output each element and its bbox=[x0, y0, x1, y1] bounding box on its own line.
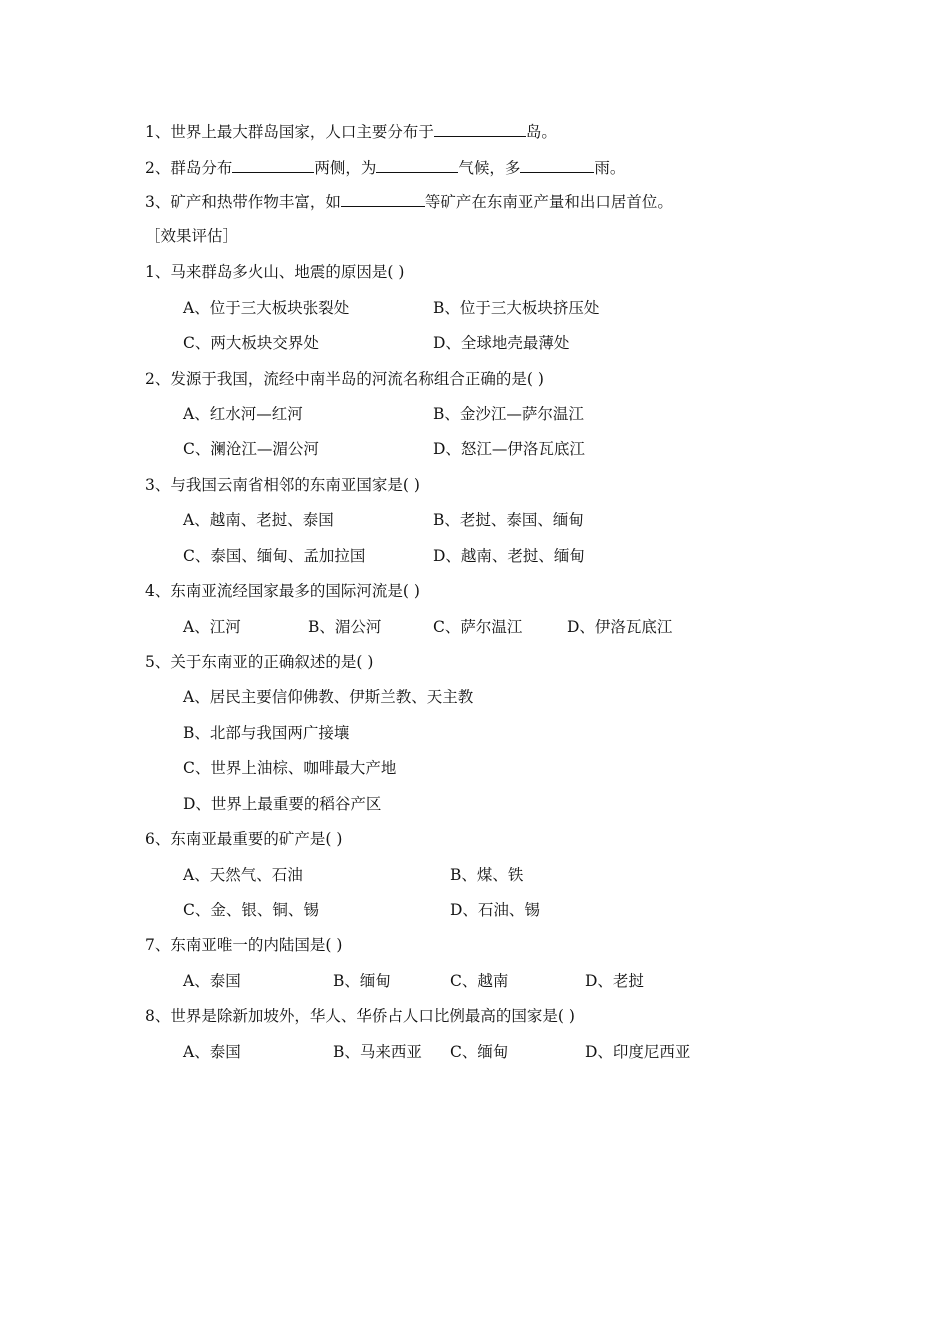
option-d: D、印度尼西亚 bbox=[585, 1043, 691, 1061]
fill-question-1-text: 1、世界上最大群岛国家，人口主要分布于 bbox=[145, 123, 434, 141]
answer-blank bbox=[520, 156, 594, 173]
fill-question-1-suffix: 岛。 bbox=[525, 123, 557, 141]
option-c: C、越南 bbox=[450, 972, 509, 990]
answer-blank bbox=[341, 190, 425, 207]
option-a: A、居民主要信仰佛教、伊斯兰教、天主教 bbox=[183, 688, 474, 706]
answer-blank bbox=[434, 120, 526, 137]
option-c: C、缅甸 bbox=[450, 1043, 509, 1061]
option-c: C、金、银、铜、锡 bbox=[183, 901, 319, 919]
fill-question-2 bbox=[145, 156, 625, 178]
question-stem: 4、东南亚流经国家最多的国际河流是( ) bbox=[145, 582, 420, 600]
fill-question-3-text: 3、矿产和热带作物丰富，如 bbox=[145, 193, 341, 211]
option-b: B、金沙江—萨尔温江 bbox=[433, 405, 584, 423]
question-stem: 5、关于东南亚的正确叙述的是( ) bbox=[145, 653, 374, 671]
option-b: B、煤、铁 bbox=[450, 866, 524, 884]
option-a: A、泰国 bbox=[183, 1043, 241, 1061]
option-c: C、萨尔温江 bbox=[433, 618, 523, 636]
fill-question-2-middle-2: 气候，多 bbox=[458, 159, 521, 177]
option-a: A、天然气、石油 bbox=[183, 866, 303, 884]
question-stem: 7、东南亚唯一的内陆国是( ) bbox=[145, 936, 343, 954]
fill-question-2-middle-1: 两侧，为 bbox=[314, 159, 377, 177]
question-stem: 1、马来群岛多火山、地震的原因是( ) bbox=[145, 263, 405, 281]
question-stem: 6、东南亚最重要的矿产是( ) bbox=[145, 830, 343, 848]
option-c: C、澜沧江—湄公河 bbox=[183, 440, 319, 458]
option-b: B、缅甸 bbox=[333, 972, 391, 990]
fill-question-2-suffix: 雨。 bbox=[594, 159, 626, 177]
option-b: B、老挝、泰国、缅甸 bbox=[433, 511, 584, 529]
option-d: D、老挝 bbox=[585, 972, 644, 990]
option-a: A、泰国 bbox=[183, 972, 241, 990]
question-stem: 8、世界是除新加坡外，华人、华侨占人口比例最高的国家是( ) bbox=[145, 1007, 575, 1025]
option-d: D、石油、锡 bbox=[450, 901, 540, 919]
option-d: D、越南、老挝、缅甸 bbox=[433, 547, 585, 565]
option-d: D、全球地壳最薄处 bbox=[433, 334, 570, 352]
option-b: B、马来西亚 bbox=[333, 1043, 422, 1061]
fill-question-3-suffix: 等矿产在东南亚产量和出口居首位。 bbox=[424, 193, 673, 211]
option-c: C、两大板块交界处 bbox=[183, 334, 319, 352]
option-d: D、世界上最重要的稻谷产区 bbox=[183, 795, 382, 813]
question-stem: 3、与我国云南省相邻的东南亚国家是( ) bbox=[145, 476, 420, 494]
option-b: B、北部与我国两广接壤 bbox=[183, 724, 350, 742]
option-b: B、位于三大板块挤压处 bbox=[433, 299, 600, 317]
fill-question-3 bbox=[145, 190, 673, 212]
option-b: B、湄公河 bbox=[308, 618, 382, 636]
answer-blank bbox=[376, 156, 458, 173]
answer-blank bbox=[232, 156, 314, 173]
option-a: A、江河 bbox=[183, 618, 241, 636]
question-stem: 2、发源于我国，流经中南半岛的河流名称组合正确的是( ) bbox=[145, 370, 544, 388]
option-a: A、位于三大板块张裂处 bbox=[183, 299, 350, 317]
option-c: C、泰国、缅甸、孟加拉国 bbox=[183, 547, 366, 565]
fill-question-1 bbox=[145, 120, 557, 142]
fill-question-2-text: 2、群岛分布 bbox=[145, 159, 233, 177]
option-c: C、世界上油棕、咖啡最大产地 bbox=[183, 759, 397, 777]
section-title: ［效果评估］ bbox=[145, 227, 239, 245]
option-d: D、怒江—伊洛瓦底江 bbox=[433, 440, 585, 458]
option-a: A、越南、老挝、泰国 bbox=[183, 511, 334, 529]
option-d: D、伊洛瓦底江 bbox=[567, 618, 673, 636]
option-a: A、红水河—红河 bbox=[183, 405, 303, 423]
